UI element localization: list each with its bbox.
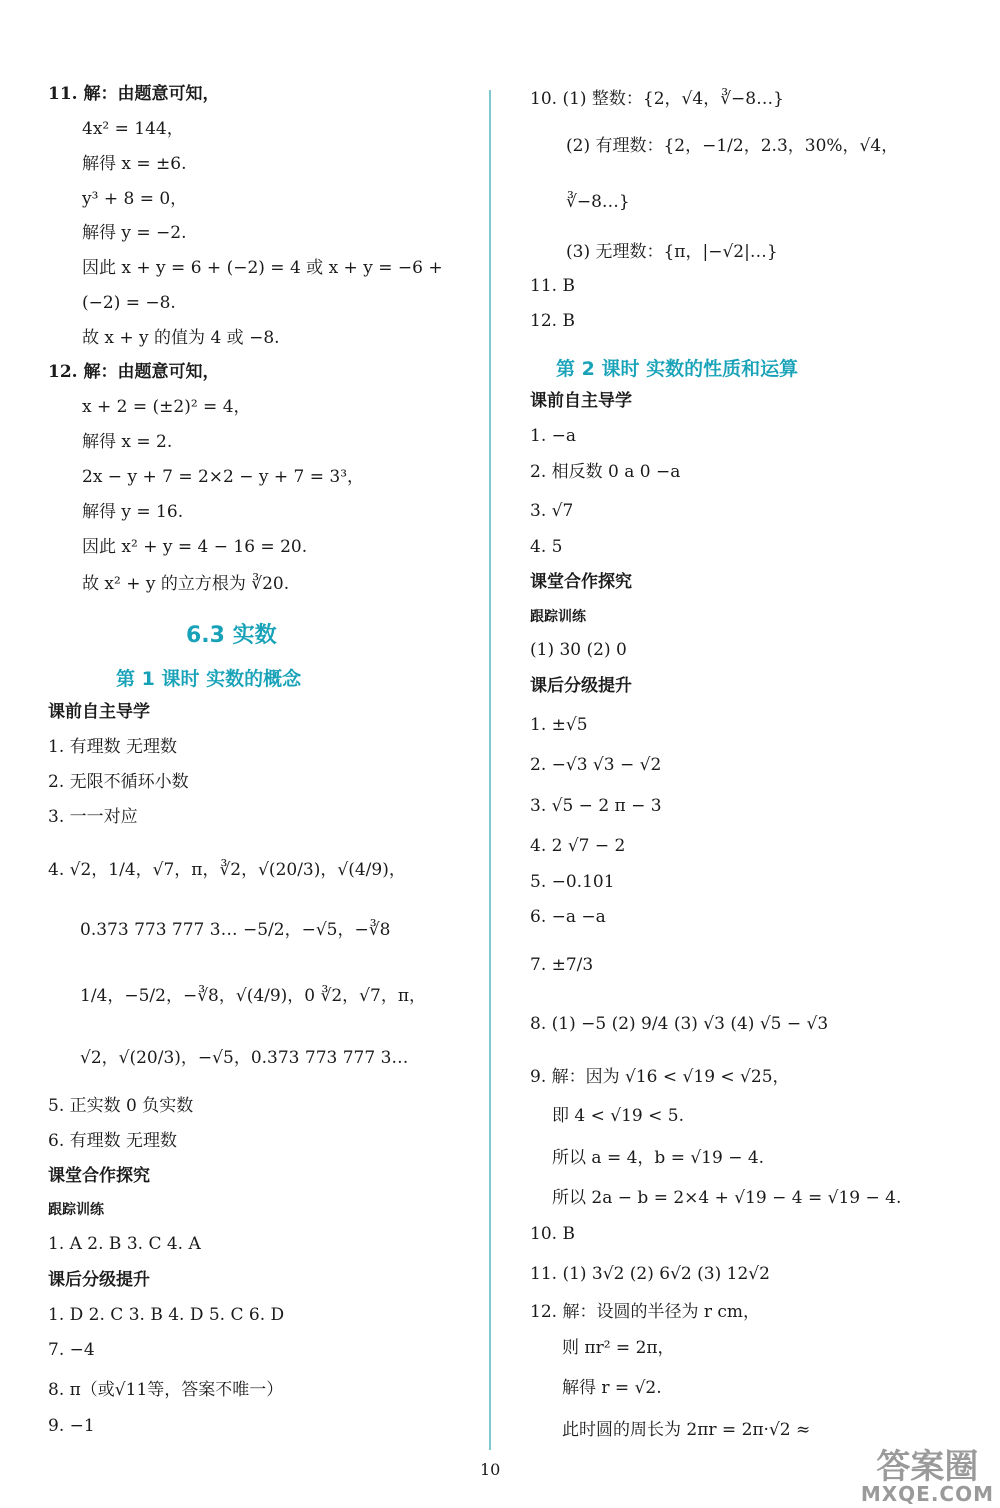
answer-line: 3. 一一对应 (48, 807, 138, 827)
solution-line: 此时圆的周长为 2πr = 2π·√2 ≈ (562, 1420, 811, 1440)
solution-line: 故 x² + y 的立方根为 ∛20. (82, 574, 290, 594)
answer-line: 1. ±√5 (530, 715, 588, 735)
solution-line: 所以 a = 4，b = √19 − 4. (552, 1148, 765, 1168)
answer-line: 9. 解：因为 √16 < √19 < √25， (530, 1067, 790, 1087)
section-heading: 课堂合作探究 (48, 1166, 150, 1186)
answer-line: (2) 有理数：{2，−1/2，2.3，30%，√4， (566, 136, 899, 156)
right-column (500, 0, 1000, 1508)
lesson-heading: 第 1 课时 实数的概念 (116, 668, 302, 690)
watermark-url: MXQE.COM (860, 1482, 994, 1506)
section-heading: 课前自主导学 (48, 702, 150, 722)
answer-line: 6. −a −a (530, 907, 606, 927)
answer-line: 3. √5 − 2 π − 3 (530, 796, 662, 816)
answer-line: 7. −4 (48, 1340, 95, 1360)
solution-line: 即 4 < √19 < 5. (552, 1106, 685, 1126)
answer-line: 12. 解：设圆的半径为 r cm， (530, 1302, 761, 1322)
answer-line: 2. −√3 √3 − √2 (530, 755, 662, 775)
solution-line: 解得 y = −2. (82, 223, 187, 243)
section-heading: 课堂合作探究 (530, 572, 632, 592)
solution-line: 解得 r = √2. (562, 1378, 662, 1398)
answer-line: 2. 无限不循环小数 (48, 772, 189, 792)
answer-line: 11. B (530, 276, 575, 296)
column-divider (489, 90, 491, 1450)
subsection-heading: 跟踪训练 (48, 1202, 104, 1218)
answer-line: 5. −0.101 (530, 872, 615, 892)
page-number: 10 (480, 1460, 501, 1479)
watermark-logo (860, 1447, 994, 1506)
section-heading: 课后分级提升 (48, 1270, 150, 1290)
section-heading: 课前自主导学 (530, 391, 632, 411)
answer-line: 1/4，−5/2，−∛8，√(4/9)，0 ∛2，√7，π， (80, 986, 427, 1006)
answer-line: 0.373 773 777 3… −5/2，−√5，−∛8 (80, 920, 391, 940)
solution-line: 解得 x = ±6. (82, 154, 187, 174)
answer-line: 10. B (530, 1224, 575, 1244)
q12-intro: 12. 解：由题意可知， (48, 362, 220, 382)
answer-line: 1. D 2. C 3. B 4. D 5. C 6. D (48, 1305, 285, 1325)
solution-line: 则 πr² = 2π， (562, 1338, 675, 1358)
answer-line: (3) 无理数：{π，|−√2|…} (566, 242, 778, 262)
solution-line: 因此 x + y = 6 + (−2) = 4 或 x + y = −6 + (82, 258, 443, 278)
answer-line: 5. 正实数 0 负实数 (48, 1096, 194, 1116)
left-column (0, 0, 488, 1508)
answer-line: 4. 5 (530, 537, 563, 557)
answer-line: 12. B (530, 311, 575, 331)
answer-line: 4. 2 √7 − 2 (530, 836, 626, 856)
answer-line: 4. √2，1/4，√7，π，∛2，√(20/3)，√(4/9)， (48, 860, 406, 880)
solution-line: (−2) = −8. (82, 293, 176, 313)
section-heading: 课后分级提升 (530, 676, 632, 696)
answer-line: 3. √7 (530, 501, 574, 521)
solution-line: x + 2 = (±2)² = 4， (82, 397, 251, 417)
solution-line: 4x² = 144， (82, 119, 184, 139)
answer-line: √2，√(20/3)，−√5，0.373 773 777 3… (80, 1048, 409, 1068)
solution-line: 所以 2a − b = 2×4 + √19 − 4 = √19 − 4. (552, 1188, 902, 1208)
answer-line: 1. A 2. B 3. C 4. A (48, 1234, 201, 1254)
answer-line: 7. ±7/3 (530, 955, 594, 975)
answer-line: 8. (1) −5 (2) 9/4 (3) √3 (4) √5 − √3 (530, 1014, 829, 1034)
answer-line: (1) 30 (2) 0 (530, 640, 627, 660)
answer-line: 1. 有理数 无理数 (48, 737, 178, 757)
answer-line: 6. 有理数 无理数 (48, 1131, 178, 1151)
answer-line: 1. −a (530, 426, 577, 446)
solution-line: 故 x + y 的值为 4 或 −8. (82, 328, 280, 348)
answer-line: 9. −1 (48, 1416, 95, 1436)
solution-line: y³ + 8 = 0， (82, 189, 188, 209)
answer-line: 2. 相反数 0 a 0 −a (530, 462, 681, 482)
answer-line: 8. π（或√11等，答案不唯一） (48, 1380, 284, 1400)
solution-line: 因此 x² + y = 4 − 16 = 20. (82, 537, 308, 557)
solution-line: 解得 y = 16. (82, 502, 184, 522)
answer-line: 11. (1) 3√2 (2) 6√2 (3) 12√2 (530, 1264, 770, 1284)
answer-line: ∛−8…} (566, 192, 630, 212)
chapter-heading: 6.3 实数 (186, 623, 277, 648)
solution-line: 解得 x = 2. (82, 432, 173, 452)
q11-intro: 11. 解：由题意可知， (48, 84, 220, 104)
lesson-heading: 第 2 课时 实数的性质和运算 (556, 358, 799, 380)
solution-line: 2x − y + 7 = 2×2 − y + 7 = 3³， (82, 467, 365, 487)
watermark-title: 答案圈 (876, 1447, 979, 1487)
answer-line: 10. (1) 整数：{2，√4，∛−8…} (530, 89, 784, 109)
subsection-heading: 跟踪训练 (530, 609, 586, 625)
